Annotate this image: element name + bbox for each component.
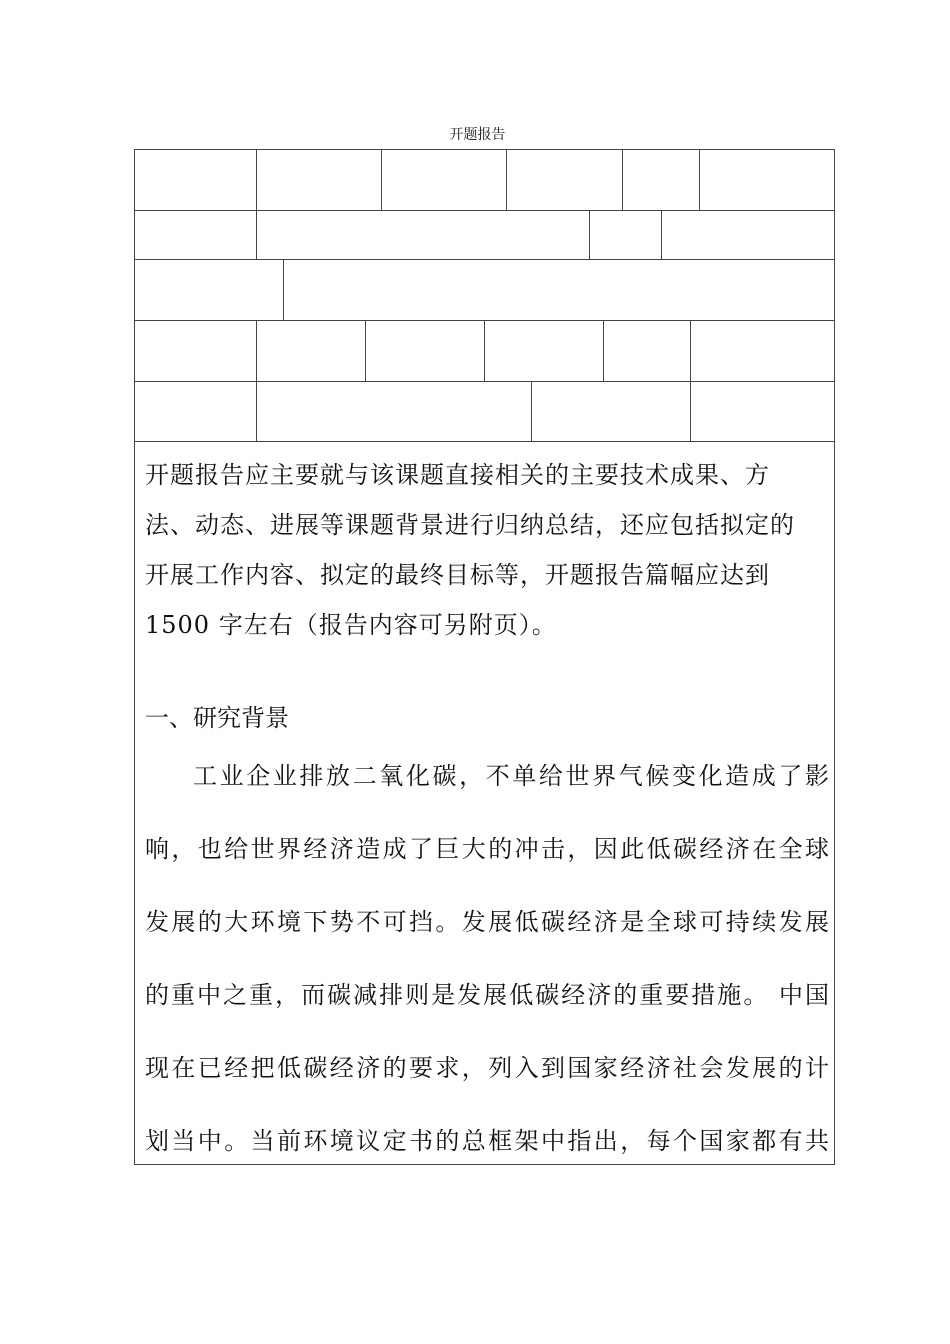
paragraph-line: 的重中之重，而碳减排则是发展低碳经济的重要措施。 中国 <box>145 981 829 1009</box>
table-cell-divider <box>661 210 662 259</box>
paragraph-line: 现在已经把低碳经济的要求，列入到国家经济社会发展的计 <box>145 1054 829 1082</box>
table-row-divider <box>135 381 834 382</box>
paragraph-line: 响，也给世界经济造成了巨大的冲击，因此低碳经济在全球 <box>145 835 829 863</box>
table-row-divider <box>135 210 834 211</box>
paragraph-line: 发展的大环境下势不可挡。发展低碳经济是全球可持续发展 <box>145 908 829 936</box>
table-cell-divider <box>589 210 590 259</box>
table-row-divider <box>135 259 834 260</box>
table-cell-divider <box>690 320 691 381</box>
table-cell-divider <box>622 150 623 210</box>
report-form-table <box>134 149 835 1165</box>
table-cell-divider <box>256 320 257 381</box>
table-cell-divider <box>381 150 382 210</box>
instructions-paragraph <box>145 450 829 650</box>
table-cell-divider <box>256 150 257 210</box>
page-title: 开题报告 <box>449 127 506 143</box>
table-row-divider <box>135 441 834 442</box>
table-cell-divider <box>699 150 700 210</box>
table-cell-divider <box>506 150 507 210</box>
section-heading: 一、研究背景 <box>145 704 289 732</box>
paragraph-line: 工业企业排放二氧化碳，不单给世界气候变化造成了影 <box>193 762 829 790</box>
background-paragraph <box>145 740 829 1178</box>
table-cell-divider <box>256 381 257 441</box>
table-cell-divider <box>283 259 284 320</box>
table-cell-divider <box>603 320 604 381</box>
instructions-line: 1500 字左右（报告内容可另附页）。 <box>145 611 557 639</box>
instructions-line: 开展工作内容、拟定的最终目标等，开题报告篇幅应达到 <box>145 561 770 589</box>
paragraph-line: 划当中。当前环境议定书的总框架中指出，每个国家都有共 <box>145 1127 829 1155</box>
table-cell-divider <box>365 320 366 381</box>
table-cell-divider <box>531 381 532 441</box>
table-cell-divider <box>690 381 691 441</box>
instructions-line: 开题报告应主要就与该课题直接相关的主要技术成果、方 <box>145 461 770 489</box>
table-cell-divider <box>256 210 257 259</box>
table-cell-divider <box>484 320 485 381</box>
instructions-line: 法、动态、进展等课题背景进行归纳总结，还应包括拟定的 <box>145 511 795 539</box>
